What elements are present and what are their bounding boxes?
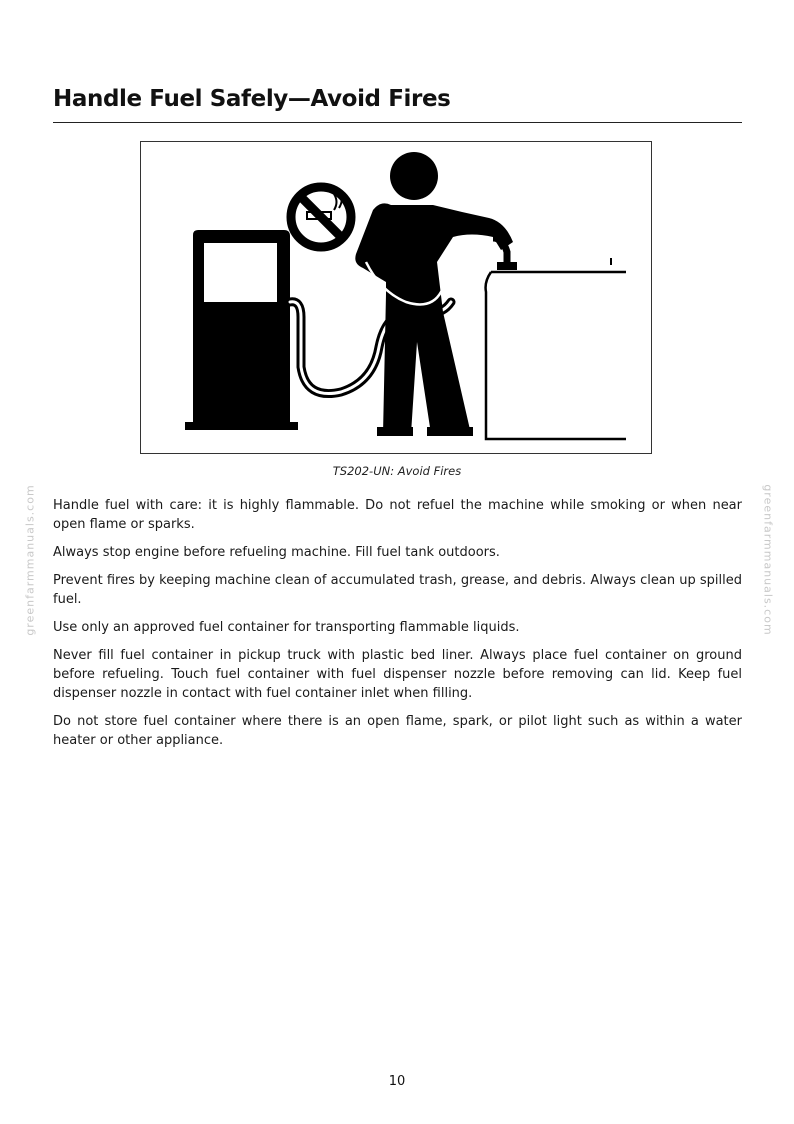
safety-illustration: [140, 141, 652, 454]
watermark-right: greenfarmmanuals.com: [761, 484, 775, 636]
paragraph: Prevent fires by keeping machine clean of accumulated trash, grease, and debris. Always clean up spilled fuel.: [53, 573, 742, 607]
title-divider: [53, 122, 742, 123]
paragraph: Always stop engine before refueling machine. Fill fuel tank outdoors.: [53, 545, 500, 560]
no-smoking-icon: [291, 187, 351, 247]
avoid-fires-illustration: [141, 142, 650, 452]
paragraph: Never fill fuel container in pickup truck with plastic bed liner. Always place fuel container on ground before refueling. Touch fuel container with fuel dispenser nozzle before removing can lid. Keep fuel dispenser nozzle in contact with fuel container inlet when filling.: [53, 648, 742, 701]
person-icon: [355, 152, 513, 436]
figure-caption: TS202-UN: Avoid Fires: [332, 464, 462, 478]
page-number: 10: [388, 1074, 406, 1089]
body-text: [53, 496, 742, 759]
paragraph: Do not store fuel container where there is an open flame, spark, or pilot light such as within a water heater or other appliance.: [53, 714, 742, 748]
page-title: Handle Fuel Safely—Avoid Fires: [53, 86, 451, 112]
fuel-container-icon: [486, 238, 626, 439]
paragraph: Handle fuel with care: it is highly flammable. Do not refuel the machine while smoking or when near open flame or sparks.: [53, 498, 742, 532]
watermark-left: greenfarmmanuals.com: [23, 484, 37, 636]
paragraph: Use only an approved fuel container for transporting flammable liquids.: [53, 620, 520, 635]
